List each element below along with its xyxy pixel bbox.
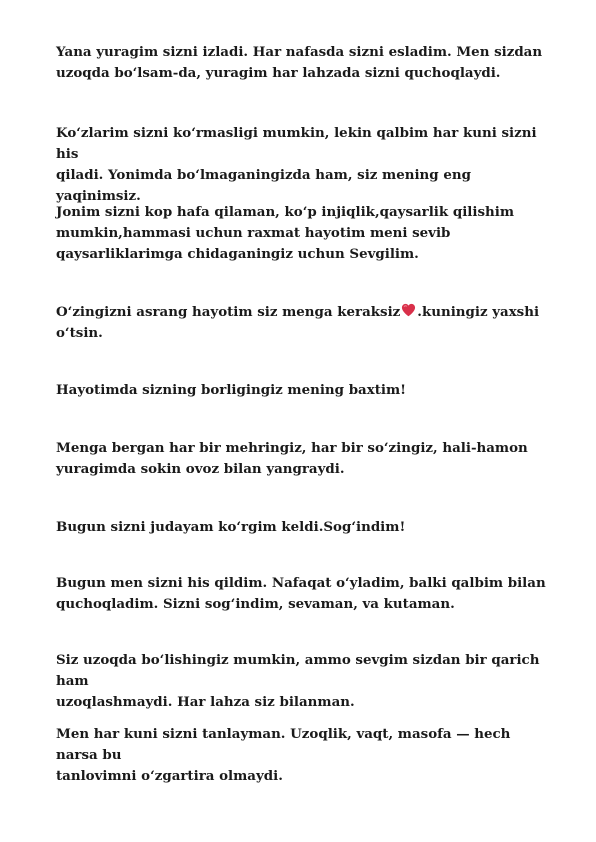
paragraph-1: Yana yuragim sizni izladi. Har nafasda sizni esladim. Men sizdan uzoqda bo‘lsam-da, yuragim har lahzada sizni quchoqlaydi.	[56, 44, 543, 81]
paragraph-7: Bugun sizni judayam ko‘rgim keldi.Sog‘indim!	[56, 519, 406, 535]
paragraph-9: Siz uzoqda bo‘lishingiz mumkin, ammo sevgim sizdan bir qarich ham uzoqlashmaydi. Har lahza siz bilanman.	[56, 652, 540, 710]
red-heart-icon	[401, 303, 416, 317]
paragraph-10: Men har kuni sizni tanlayman. Uzoqlik, vaqt, masofa — hech narsa bu tanlovimni o‘zgartira olmaydi.	[56, 726, 511, 784]
paragraph-5: Hayotimda sizning borligingiz mening baxtim!	[56, 382, 407, 398]
paragraph-4-text-after: .kuningiz yaxshi o‘tsin.	[56, 304, 540, 341]
paragraph-3: Jonim sizni kop hafa qilaman, ko‘p injiqlik,qaysarlik qilishim mumkin,hammasi uchun raxmat hayotim meni sevib qaysarliklarimga chidaganingiz uchun Sevgilim.	[56, 204, 514, 262]
paragraph-6: Menga bergan har bir mehringiz, har bir so‘zingiz, hali-hamon yuragimda sokin ovoz bilan yangraydi.	[56, 440, 528, 477]
paragraph-8: Bugun men sizni his qildim. Nafaqat o‘yladim, balki qalbim bilan quchoqladim. Sizni sog‘indim, sevaman, va kutaman.	[56, 575, 546, 612]
paragraph-2: Ko‘zlarim sizni ko‘rmasligi mumkin, lekin qalbim har kuni sizni his qiladi. Yonimda bo‘lmaganingizda ham, siz mening eng yaqinimsiz.	[56, 125, 537, 204]
paragraph-4	[56, 302, 556, 344]
paragraph-4-text-before: O‘zingizni asrang hayotim siz menga keraksiz	[56, 304, 401, 320]
